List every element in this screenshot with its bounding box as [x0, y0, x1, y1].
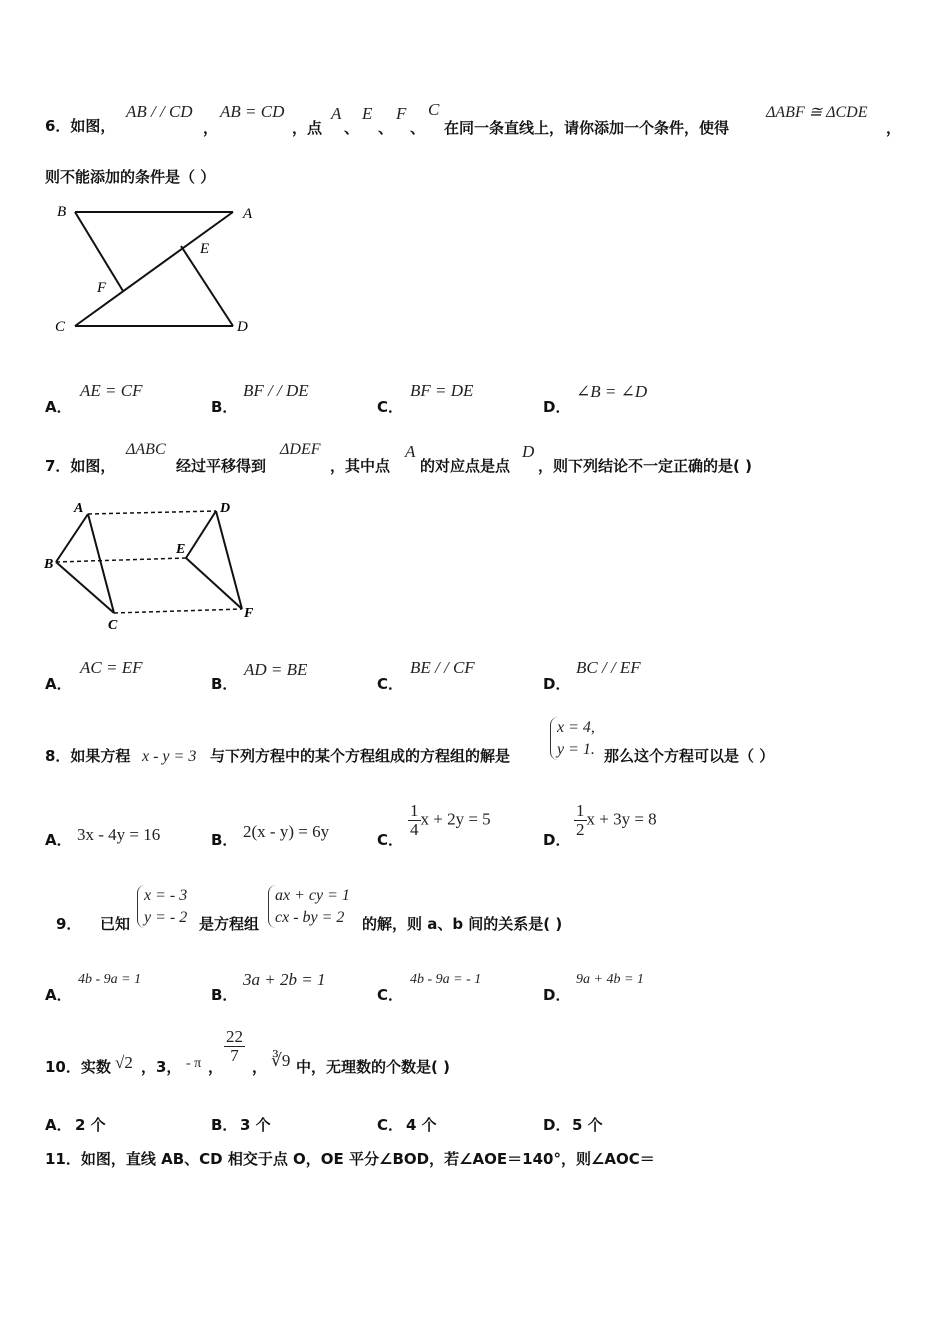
fraction-denominator: 2 — [576, 819, 585, 839]
fraction-numerator: 22 — [226, 1027, 243, 1046]
q7-text-point: ，其中点 — [330, 457, 391, 475]
q8-number: 8．如果方程 — [45, 747, 131, 765]
q8-text-end: 那么这个方程可以是（ ） — [604, 747, 775, 765]
q6-point-c: C — [428, 100, 440, 119]
q7-point-d: D — [522, 442, 535, 461]
q6-option-d-letter: D． — [543, 398, 571, 416]
q7-option-d: BC / / EF — [576, 658, 641, 677]
q7-text-translate: 经过平移得到 — [176, 457, 267, 475]
q6-point-e: E — [362, 104, 373, 123]
q7-number: 7．如图， — [45, 457, 116, 475]
q10-number: 10．实数 — [45, 1058, 111, 1076]
q10-option-d: 5 个 — [572, 1116, 603, 1134]
q6-point-a: A — [331, 104, 342, 123]
q6-option-a-letter: A． — [45, 398, 72, 416]
q9-option-b-letter: B． — [211, 986, 238, 1004]
q10-text-end: 中，无理数的个数是( ) — [296, 1058, 450, 1076]
q8-solution-system — [550, 717, 595, 760]
q7-option-a: AC = EF — [80, 658, 143, 677]
q10-option-b: 3 个 — [240, 1116, 271, 1134]
q10-fraction — [224, 1028, 245, 1065]
q9-option-c: 4b - 9a = - 1 — [410, 972, 482, 987]
q8-option-d-fraction — [574, 802, 587, 839]
q10-option-c-letter: C． — [377, 1116, 404, 1134]
fraction-denominator: 7 — [230, 1045, 239, 1065]
q8-text-middle: 与下列方程中的某个方程组成的方程组的解是 — [210, 747, 511, 765]
q7-fig-label-d: D — [220, 501, 231, 516]
q7-point-a: A — [405, 442, 416, 461]
q8-system-line2: y = 1. — [557, 740, 595, 758]
q6-fig-label-f: F — [97, 280, 107, 296]
q9-s2-line2: cx - by = 2 — [275, 908, 345, 926]
q6-comma: ， — [203, 119, 219, 137]
q6-option-d: ∠B = ∠D — [576, 382, 648, 401]
q10-cbrt9: ∛9 — [271, 1051, 291, 1070]
q7-formula-abc: ΔABC — [126, 441, 166, 458]
q10-sep3: ， — [252, 1058, 268, 1076]
q7-figure — [42, 496, 272, 634]
q6-fig-label-a: A — [243, 206, 253, 222]
q6-option-c: BF = DE — [410, 381, 474, 400]
q8-option-d-rest: x + 3y = 8 — [586, 809, 657, 829]
q9-option-b: 3a + 2b = 1 — [243, 970, 326, 989]
q10-sep1: ，3， — [141, 1058, 182, 1076]
q7-fig-label-e: E — [176, 542, 186, 557]
q8-option-b: 2(x - y) = 6y — [243, 822, 330, 841]
q6-fig-label-c: C — [55, 319, 66, 335]
q6-option-a: AE = CF — [80, 381, 143, 400]
q6-option-c-letter: C． — [377, 398, 404, 416]
q8-system-line1: x = 4, — [557, 719, 595, 736]
q8-option-a-letter: A． — [45, 831, 72, 849]
q6-formula-equal: AB = CD — [220, 102, 285, 121]
q8-option-c — [408, 802, 491, 839]
q10-option-d-letter: D． — [543, 1116, 571, 1134]
q10-option-a-letter: A． — [45, 1116, 72, 1134]
q9-number: 9． — [56, 915, 82, 933]
q6-formula-congruent: ΔABF ≅ ΔCDE — [766, 104, 868, 121]
q9-option-c-letter: C． — [377, 986, 404, 1004]
q6-figure — [45, 198, 270, 343]
q7-option-b: AD = BE — [244, 660, 308, 679]
q6-number: 6．如图， — [45, 117, 116, 135]
q6-fig-label-b: B — [57, 204, 67, 220]
q7-option-d-letter: D． — [543, 675, 571, 693]
q9-text-system: 是方程组 — [199, 915, 260, 933]
q6-sep: 、 — [378, 119, 394, 137]
q6-question-line2: 则不能添加的条件是（ ） — [45, 168, 216, 186]
q6-sep: 、 — [344, 119, 360, 137]
q10-sep2: ， — [208, 1058, 224, 1076]
q11-question: 11．如图，直线 AB、CD 相交于点 O，OE 平分∠BOD，若∠AOE＝140°，则∠AOC＝ — [45, 1150, 655, 1168]
q9-equation-system — [268, 885, 350, 928]
q7-text-corresponding: 的对应点是点 — [420, 457, 511, 475]
q8-option-c-fraction — [408, 802, 421, 839]
q7-option-b-letter: B． — [211, 675, 238, 693]
q10-option-b-letter: B． — [211, 1116, 238, 1134]
q10-sqrt2: √2 — [115, 1053, 133, 1072]
q6-text-condition: 在同一条直线上，请你添加一个条件，使得 — [444, 119, 730, 137]
q9-s2-line1: ax + cy = 1 — [275, 887, 350, 904]
q8-option-d — [574, 802, 657, 839]
q8-option-c-letter: C． — [377, 831, 404, 849]
q7-option-c: BE / / CF — [410, 658, 475, 677]
q9-option-a: 4b - 9a = 1 — [78, 972, 142, 987]
q8-equation: x - y = 3 — [142, 748, 197, 765]
q7-option-a-letter: A． — [45, 675, 72, 693]
q8-option-b-letter: B． — [211, 831, 238, 849]
q7-fig-label-a: A — [74, 501, 84, 516]
q6-fig-label-e: E — [200, 241, 210, 257]
q6-text-point: ，点 — [292, 119, 323, 137]
q9-solution-system — [137, 885, 187, 928]
q7-fig-label-b: B — [44, 557, 54, 572]
q9-text-given: 已知 — [100, 915, 131, 933]
q6-point-f: F — [396, 104, 407, 123]
fraction-denominator: 4 — [410, 819, 419, 839]
q6-formula-parallel: AB / / CD — [126, 102, 193, 121]
q8-option-d-letter: D． — [543, 831, 571, 849]
q9-s1-line1: x = - 3 — [144, 887, 188, 904]
q9-s1-line2: y = - 2 — [144, 908, 188, 926]
q6-sep: 、 — [410, 119, 426, 137]
q10-option-c: 4 个 — [406, 1116, 437, 1134]
q10-neg-pi: - π — [186, 1056, 202, 1071]
q6-fig-label-d: D — [237, 319, 248, 335]
q9-text-end: 的解，则 a、b 间的关系是( ) — [362, 915, 563, 933]
q7-fig-label-f: F — [244, 606, 254, 621]
q6-comma-end: ， — [886, 119, 902, 137]
q7-option-c-letter: C． — [377, 675, 404, 693]
q9-option-d-letter: D． — [543, 986, 571, 1004]
q9-option-a-letter: A． — [45, 986, 72, 1004]
fraction-numerator: 1 — [576, 801, 585, 820]
q6-option-b-letter: B． — [211, 398, 238, 416]
q7-formula-def: ΔDEF — [280, 441, 321, 458]
q7-fig-label-c: C — [108, 618, 118, 633]
q6-option-b: BF / / DE — [243, 381, 309, 400]
q10-option-a: 2 个 — [75, 1116, 106, 1134]
q7-text-question: ，则下列结论不一定正确的是( ) — [538, 457, 752, 475]
q8-option-a: 3x - 4y = 16 — [77, 825, 161, 844]
q8-option-c-rest: x + 2y = 5 — [420, 809, 491, 829]
fraction-numerator: 1 — [410, 801, 419, 820]
q9-option-d: 9a + 4b = 1 — [576, 972, 644, 987]
